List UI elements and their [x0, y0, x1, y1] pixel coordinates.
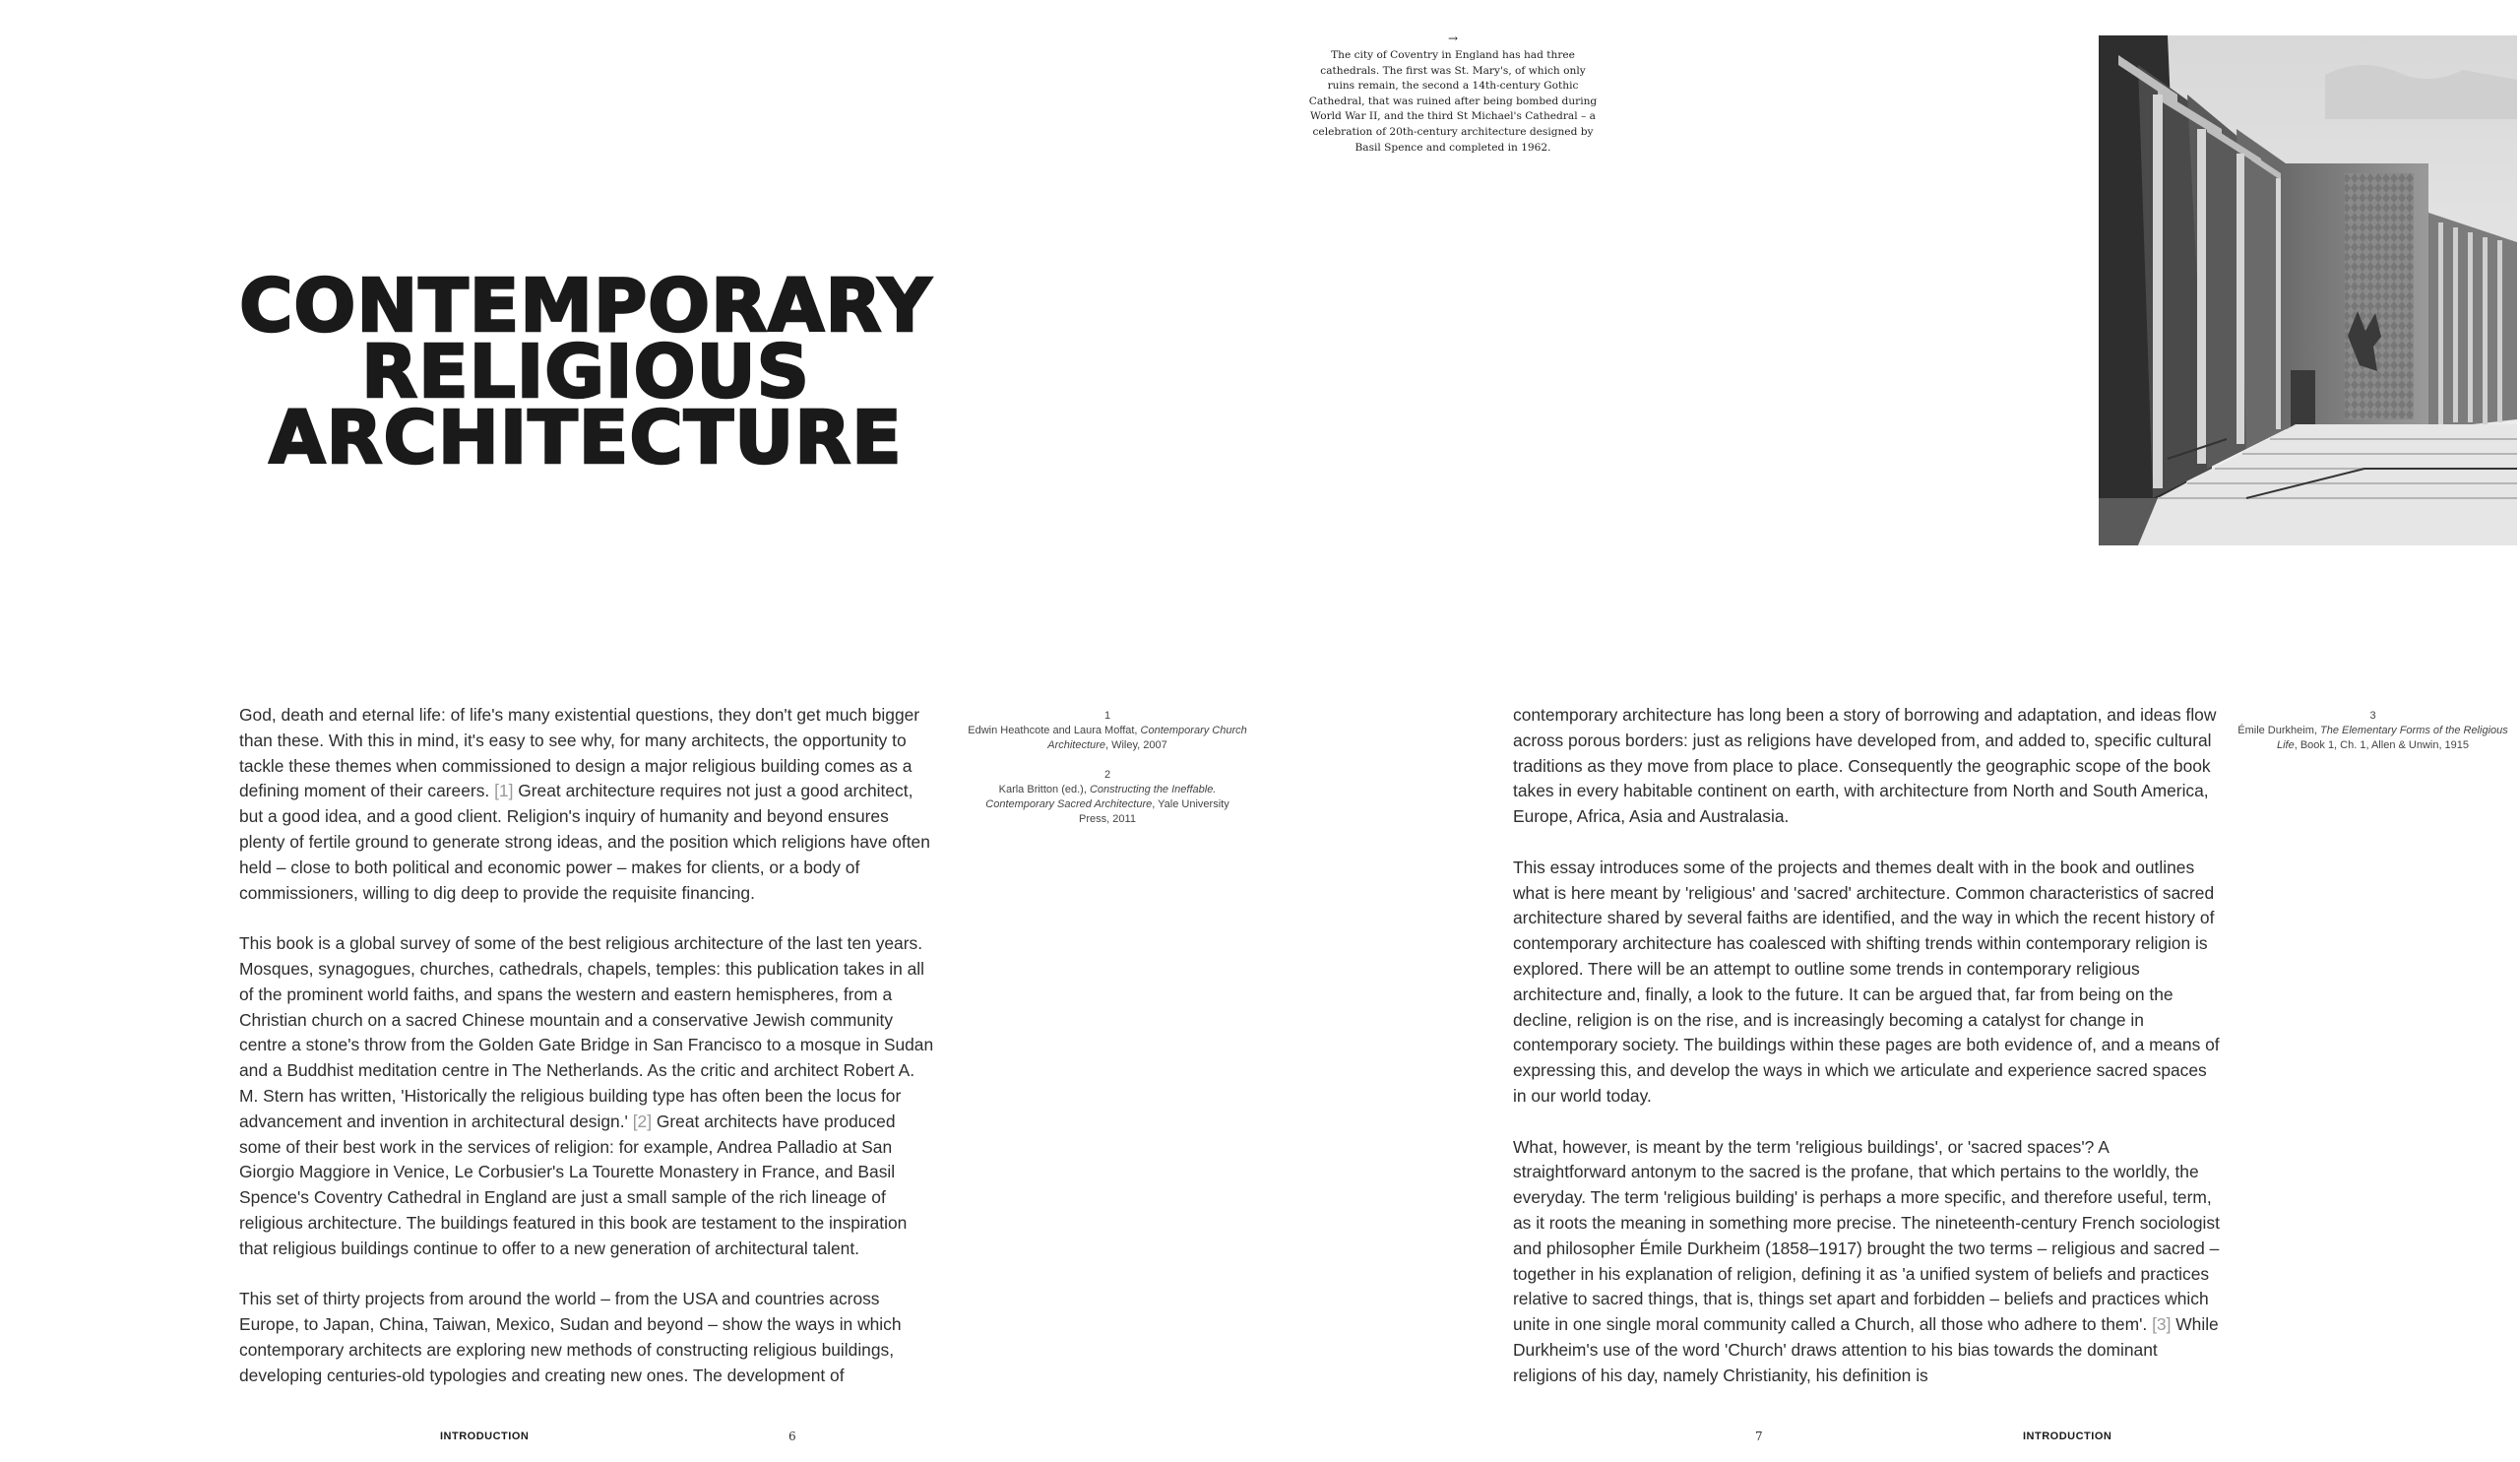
title-line-1: CONTEMPORARY — [239, 264, 932, 349]
page-number-left: 6 — [788, 1430, 796, 1443]
arrow-right-icon: → — [1447, 32, 1459, 45]
paragraph-text: This essay introduces some of the projects and themes dealt with in the book and outlines what is here meant by 'religious' and 'sacred' architecture. Common characteristics of sacred architecture shared by several faiths are identified, and the way in which the recent history of contemporary architecture has coalesced with shifting trends within contemporary religion is explored. There will be an attempt to outline some trends in contemporary religious architecture and, finally, a look to the future. It can be argued that, far from being on the decline, religion is on the rise, and is increasingly becoming a catalyst for change in contemporary society. The buildings within these pages are both evidence of, and a means of expressing this, and develop the ways in which we articulate and experience sacred spaces in our world today. — [1513, 857, 2220, 1106]
right-page-body — [1513, 703, 2222, 1414]
photo-caption — [1305, 32, 1601, 156]
running-head-right: INTRODUCTION — [2023, 1430, 2112, 1442]
running-head-left: INTRODUCTION — [440, 1430, 530, 1442]
title-line-2: RELIGIOUS — [361, 330, 810, 414]
paragraph — [239, 931, 938, 1261]
left-page-body — [239, 703, 938, 1414]
paragraph-text: Great architecture requires not just a good architect, but a good idea, and a good client. Religion's inquiry of humanity and beyond ensures plenty of fertile ground to generate strong ideas, and the position which religions have often held – close to both political and economic power – makes for clients, or a body of commissioners, willing to dig deep to provide the requisite financing. — [239, 781, 930, 903]
page-number-right: 7 — [1755, 1430, 1763, 1443]
footnote-1 — [960, 709, 1255, 753]
paragraph-text: What, however, is meant by the term 'religious buildings', or 'sacred spaces'? A straightforward antonym to the sacred is the profane, that which pertains to the worldly, the everyday. The term 'religious building' is perhaps a more specific, and therefore useful, term, as it roots the meaning in something more precise. The nineteenth-century French sociologist and philosopher Émile Durkheim (1858–1917) brought the two terms – religious and sacred – together in his explanation of religion, defining it as 'a unified system of beliefs and practices relative to sacred things, that is, things set apart and forbidden – beliefs and practices which unite in one single moral community called a Church, all those who adhere to them'. — [1513, 1136, 2220, 1335]
footnote-number: 3 — [2369, 710, 2376, 722]
footnote-title: The Elementary Forms of the Religious Life — [2276, 725, 2508, 751]
footnote-number: 2 — [1103, 769, 1111, 781]
title-line-3: ARCHITECTURE — [269, 396, 903, 480]
footnote-ref: [1] — [494, 781, 514, 801]
paragraph — [1513, 856, 2222, 1110]
footnote-ref: [3] — [2152, 1314, 2172, 1335]
paragraph-text: Great architects have produced some of their best work in the services of religion: for example, Andrea Palladio at San Giorgio Maggiore in Venice, Le Corbusier's La Tourette Monastery in France, and Basil Spence's Coventry Cathedral in England are just a small sample of the rich lineage of religious architecture. The buildings featured in this book are testament to the inspiration that religious buildings continue to offer to a new generation of architectural talent. — [239, 1111, 908, 1258]
paragraph — [1513, 1135, 2222, 1389]
paragraph-text: While Durkheim's use of the word 'Church' draws attention to his bias towards the dominant religions of his day, namely Christianity, his definition is — [1513, 1314, 2219, 1385]
footnote-text: , Wiley, 2007 — [1104, 739, 1167, 751]
footnote-title: Constructing the Ineffable. Contemporary Sacred Architecture — [985, 784, 1217, 810]
paragraph — [239, 703, 938, 906]
caption-text: The city of Coventry in England has had three cathedrals. The first was St. Mary's, of which only ruins remain, the second a 14th-century Gothic Cathedral, that was ruined after being bombed during World War II, and the third St Michael's Cathedral – a celebration of 20th-century architecture designed by Basil Spence and completed in 1962. — [1308, 49, 1598, 154]
footnote-text: , Book 1, Ch. 1, Allen & Unwin, 1915 — [2294, 739, 2470, 751]
paragraph-text: God, death and eternal life: of life's many existential questions, they don't get much bigger than these. With this in mind, it's easy to see why, for many architects, the opportunity to tackle these themes when commissioned to design a major religious building comes as a defining moment of their careers. — [239, 705, 920, 801]
paragraph-text: contemporary architecture has long been a story of borrowing and adaptation, and ideas flow across porous borders: just as religions have developed from, and added to, specific cultural traditions as they move from place to place. Consequently the geographic scope of the book takes in every habitable continent on earth, with architecture from North and South America, Europe, Africa, Asia and Australasia. — [1513, 705, 2217, 827]
footnote-3 — [2233, 709, 2513, 753]
footnote-2 — [975, 768, 1240, 827]
footnote-number: 1 — [1103, 710, 1111, 722]
chapter-title — [226, 264, 945, 480]
paragraph-text: This book is a global survey of some of the best religious architecture of the last ten years. Mosques, synagogues, churches, cathedrals, chapels, temples: this publication takes in all of the prominent world faiths, and spans the western and eastern hemispheres, from a Christian church on a sacred Chinese mountain and a conservative Jewish community centre a stone's throw from the Golden Gate Bridge in San Francisco to a mosque in Sudan and a Buddhist meditation centre in The Netherlands. As the critic and architect Robert A. M. Stern has written, 'Historically the religious building type has often been the locus for advancement and invention in architectural design.' — [239, 933, 934, 1131]
footnote-text: Edwin Heathcote and Laura Moffat, — [968, 725, 1141, 736]
footnote-text: , Yale University Press, 2011 — [1079, 798, 1229, 825]
footnote-title: Contemporary Church Architecture — [1047, 725, 1247, 751]
paragraph-text: This set of thirty projects from around the world – from the USA and countries across Europe, to Japan, China, Taiwan, Mexico, Sudan and beyond – show the ways in which contemporary architects are exploring new methods of constructing religious buildings, developing centuries-old typologies and creating new ones. The development of — [239, 1289, 902, 1385]
footnote-text: Karla Britton (ed.), — [998, 784, 1090, 795]
cathedral-photo — [2099, 35, 2517, 545]
paragraph — [239, 1287, 938, 1388]
footnote-text: Émile Durkheim, — [2237, 725, 2320, 736]
footnote-ref: [2] — [632, 1111, 653, 1131]
paragraph — [1513, 703, 2222, 830]
